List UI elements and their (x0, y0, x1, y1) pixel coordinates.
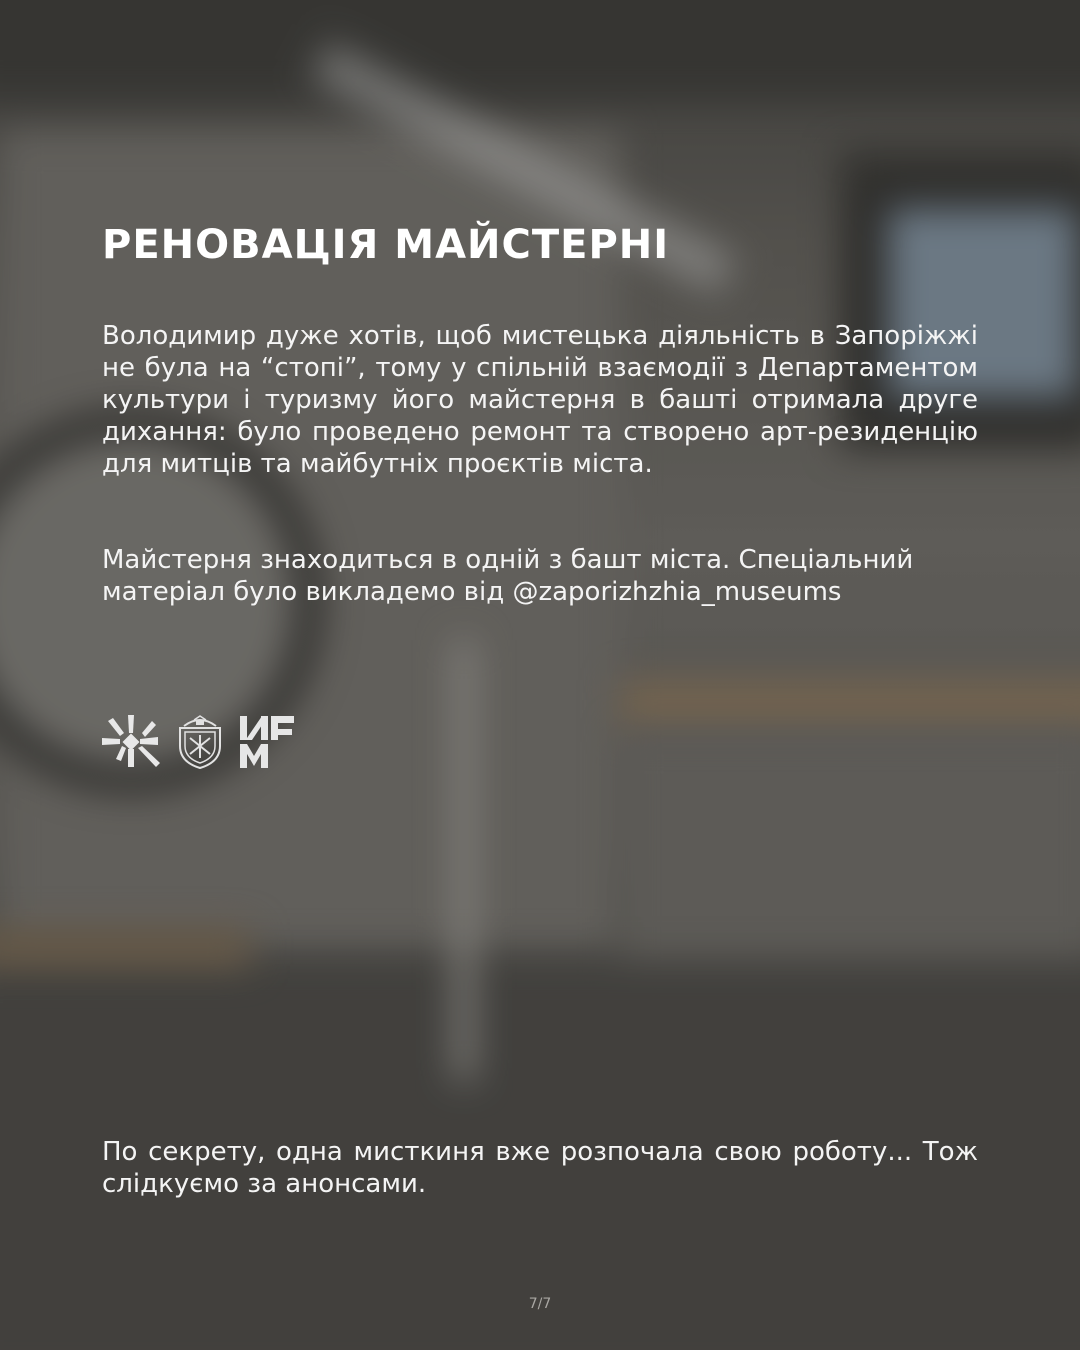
page-counter: 7/7 (528, 1296, 552, 1312)
partner-logos (102, 712, 296, 770)
paragraph-location: Майстерня знаходиться в одній з башт міста. Спеціальний матеріал було викладемо від @zaporizhzhia_museums (102, 545, 914, 607)
paragraph-announcement: По секрету, одна мисткиня вже розпочала свою роботу... Тож слідкуємо за анонсами. (102, 1137, 978, 1199)
asterisk-logo-icon (102, 715, 160, 767)
slide-title: РЕНОВАЦІЯ МАЙСТЕРНІ (102, 222, 670, 268)
coat-of-arms-logo-icon (174, 712, 226, 770)
paragraph-renovation: Володимир дуже хотів, щоб мистецька діяльність в Запоріжжі не була на “стопі”, тому у спільній взаємодії з Департаментом культури і туризму його майстерня в башті отримала друге дихання: було проведено ремонт та створено арт-резиденцію для митців та майбутніх проєктів міста. (102, 321, 978, 479)
ikm-logo-icon (240, 714, 296, 768)
